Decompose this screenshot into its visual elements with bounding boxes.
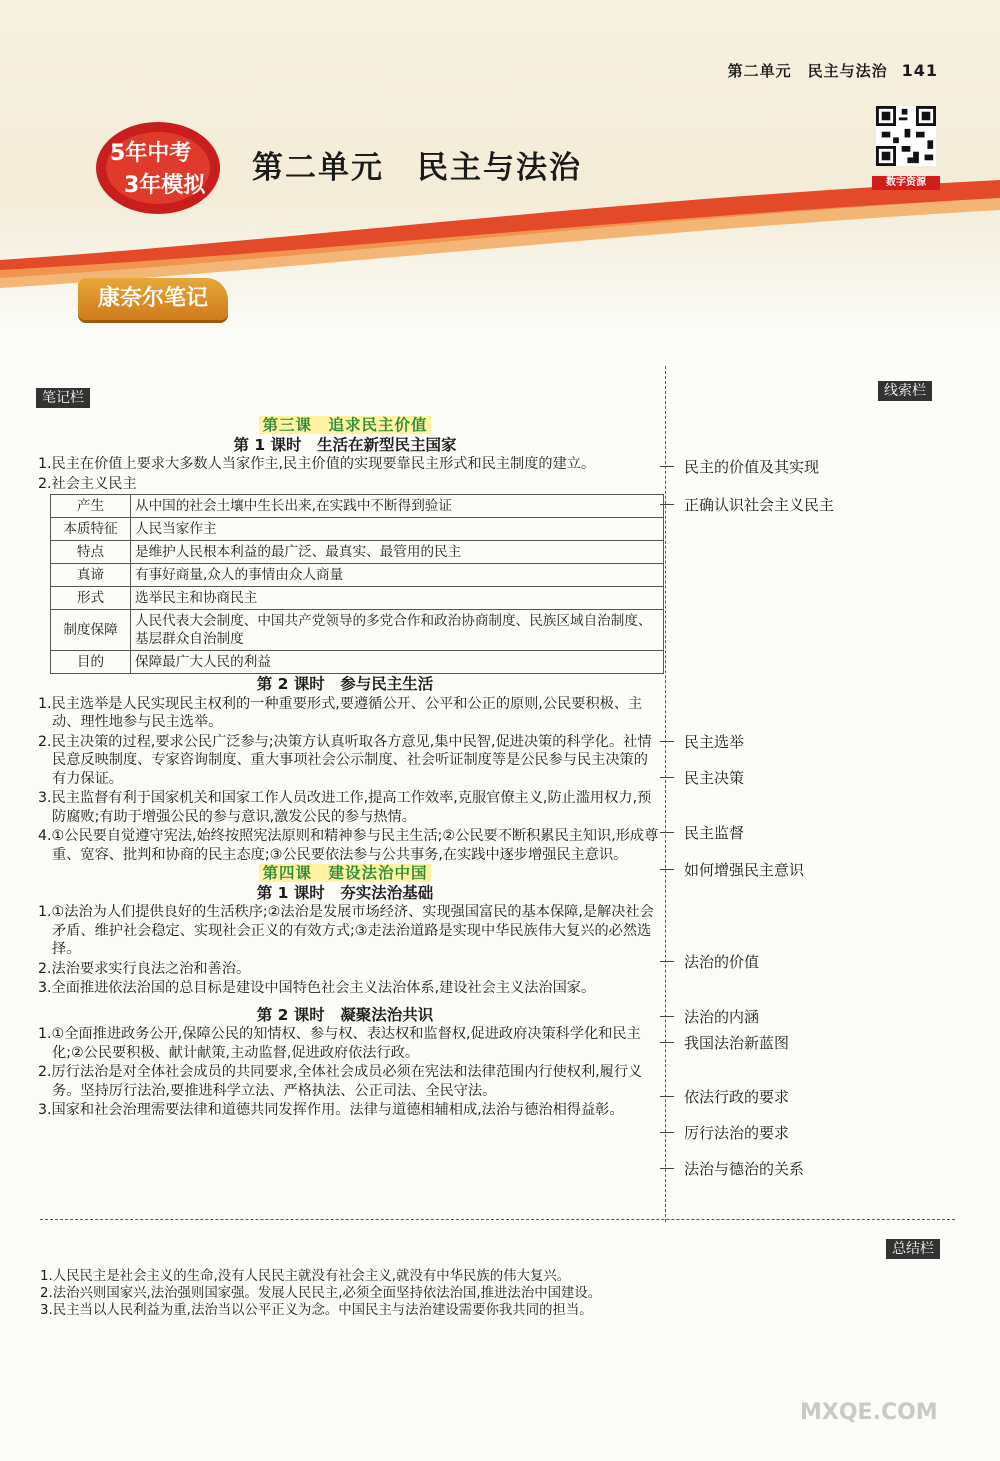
note-item: 4.①公民要自觉遵守宪法,始终按照宪法原则和精神参与民主生活;②公民要不断积累民主知识,形成尊重、宽容、批判和协商的民主态度;③公民要依法参与公共事务,在实践中逐步增强民主意识。 [38,828,659,863]
table-row [51,564,664,587]
summary-divider [40,1219,955,1220]
clue-item: 法治的价值 [684,953,760,971]
table-value: 选举民主和协商民主 [131,587,664,610]
clue-item: 正确认识社会主义民主 [684,496,835,514]
summary-item: 3.民主当以人民利益为重,法治当以公平正义为念。中国民主与法治建设需要你我共同的担当。 [40,1303,593,1318]
clue-tick [660,1132,674,1133]
table-value: 保障最广大人民的利益 [131,651,664,674]
table-key: 真谛 [51,564,131,587]
clue-column-tag: 线索栏 [878,381,932,401]
table-value: 从中国的社会土壤中生长出来,在实践中不断得到验证 [131,495,664,518]
qr-label: 数字资源 [872,176,940,190]
clue-tick [660,1168,674,1169]
clue-tick [660,1016,674,1017]
clue-item: 民主的价值及其实现 [684,458,820,476]
summary-column-tag: 总结栏 [886,1239,940,1259]
summary-item: 2.法治兴则国家兴,法治强则国家强。发展人民民主,必须全面坚持依法治国,推进法治中国建设。 [40,1286,602,1301]
table-key: 形式 [51,587,131,610]
clue-item: 民主选举 [684,733,745,751]
clue-tick [660,1096,674,1097]
lesson3-title: 第三课 追求民主价值 [259,416,430,434]
clue-tick [660,869,674,870]
note-item: 1.①全面推进政务公开,保障公民的知情权、参与权、表达权和监督权,促进政府决策科学化和民主化;②公民要积极、献计献策,主动监督,促进政府依法行政。 [38,1026,641,1061]
note-item: 2.社会主义民主 [38,475,137,492]
qr-code-icon[interactable] [876,106,936,166]
session-title: 第 1 课时 夯实法治基础 [256,883,434,902]
note-item: 2.民主决策的过程,要求公民广泛参与;决策方认真听取各方意见,集中民智,促进决策的科学化。社情民意反映制度、专家咨询制度、重大事项社会公示制度、社会听证制度等是公民参与民主决策的有力保证。 [38,733,652,787]
running-head-title: 第二单元 民主与法治 [727,62,888,80]
note-item: 3.国家和社会治理需要法律和道德共同发挥作用。法律与道德相辅相成,法治与德治相得益彰。 [38,1102,624,1118]
clue-tick [660,504,674,505]
page-number: 141 [901,61,938,80]
summary-item: 1.人民民主是社会主义的生命,没有人民民主就没有社会主义,就没有中华民族的伟大复兴。 [40,1269,571,1284]
notes-column-tag: 笔记栏 [36,388,90,408]
column-divider [665,366,666,1222]
clue-item: 民主监督 [684,824,745,842]
clue-item: 厉行法治的要求 [684,1124,790,1142]
table-key: 制度保障 [51,610,131,651]
logo-line1: 5年中考 [110,141,192,166]
note-item: 3.全面推进依法治国的总目标是建设中国特色社会主义法治体系,建设社会主义法治国家。 [38,980,596,996]
clue-item: 民主决策 [684,769,745,787]
summary-column [40,1268,950,1319]
clue-tick [660,1042,674,1043]
running-head [728,60,938,81]
clue-item: 依法行政的要求 [684,1088,790,1106]
table-key: 产生 [51,495,131,518]
table-value: 人民当家作主 [131,518,664,541]
clue-tick [660,466,674,467]
lesson-title [30,864,660,883]
clue-tick [660,961,674,962]
table-row [51,610,664,651]
table-row [51,587,664,610]
table-row [51,518,664,541]
note-item: 1.①法治为人们提供良好的生活秩序;②法治是发展市场经济、实现强国富民的基本保障,是解决社会矛盾、维护社会稳定、实现社会正义的有效方式;③走法治道路是实现中华民族伟大复兴的必然选择。 [38,904,654,957]
lesson4-title: 第四课 建设法治中国 [259,864,430,882]
table-value: 人民代表大会制度、中国共产党领导的多党合作和政治协商制度、民族区域自治制度、基层群众自治制度 [131,610,664,651]
clue-item: 我国法治新蓝图 [684,1034,790,1052]
table-row [51,651,664,674]
clue-item: 如何增强民主意识 [684,861,805,879]
table-row [51,541,664,564]
clue-item: 法治的内涵 [684,1008,760,1026]
table-key: 本质特征 [51,518,131,541]
table-value: 是维护人民根本利益的最广泛、最真实、最管用的民主 [131,541,664,564]
note-item: 3.民主监督有利于国家机关和国家工作人员改进工作,提高工作效率,克服官僚主义,防止滥用权力,预防腐败;有助于增强公民的参与意识,激发公民的参与热情。 [38,790,652,825]
note-item: 2.厉行法治是对全体社会成员的共同要求,全体社会成员必须在宪法和法律范围内行使权利,履行义务。坚持厉行法治,要推进科学立法、严格执法、公正司法、全民守法。 [38,1064,643,1099]
session-title: 第 2 课时 凝聚法治共识 [256,1005,434,1024]
table-row [51,495,664,518]
note-item: 1.民主在价值上要求大多数人当家作主,民主价值的实现要靠民主形式和民主制度的建立。 [38,456,596,472]
clue-tick [660,741,674,742]
table-key: 特点 [51,541,131,564]
clue-tick [660,777,674,778]
notes-column [30,416,660,1120]
session-title: 第 1 课时 生活在新型民主国家 [233,435,457,454]
clue-item: 法治与德治的关系 [684,1160,805,1178]
note-item: 1.民主选举是人民实现民主权利的一种重要形式,要遵循公开、公平和公正的原则,公民要积极、主动、理性地参与民主选举。 [38,695,643,730]
brand-tab: 康奈尔笔记 [78,278,228,320]
lesson-title [30,416,660,435]
series-logo [96,116,226,216]
watermark: MXQE.COM [800,1400,938,1425]
table-key: 目的 [51,651,131,674]
session-title: 第 2 课时 参与民主生活 [256,675,434,693]
clue-tick [660,832,674,833]
logo-line2: 3年模拟 [124,173,206,198]
unit-title: 第二单元 民主与法治 [252,150,582,186]
table-value: 有事好商量,众人的事情由众人商量 [131,564,664,587]
socialist-democracy-table [50,494,664,674]
note-item: 2.法治要求实行良法之治和善治。 [38,960,251,977]
